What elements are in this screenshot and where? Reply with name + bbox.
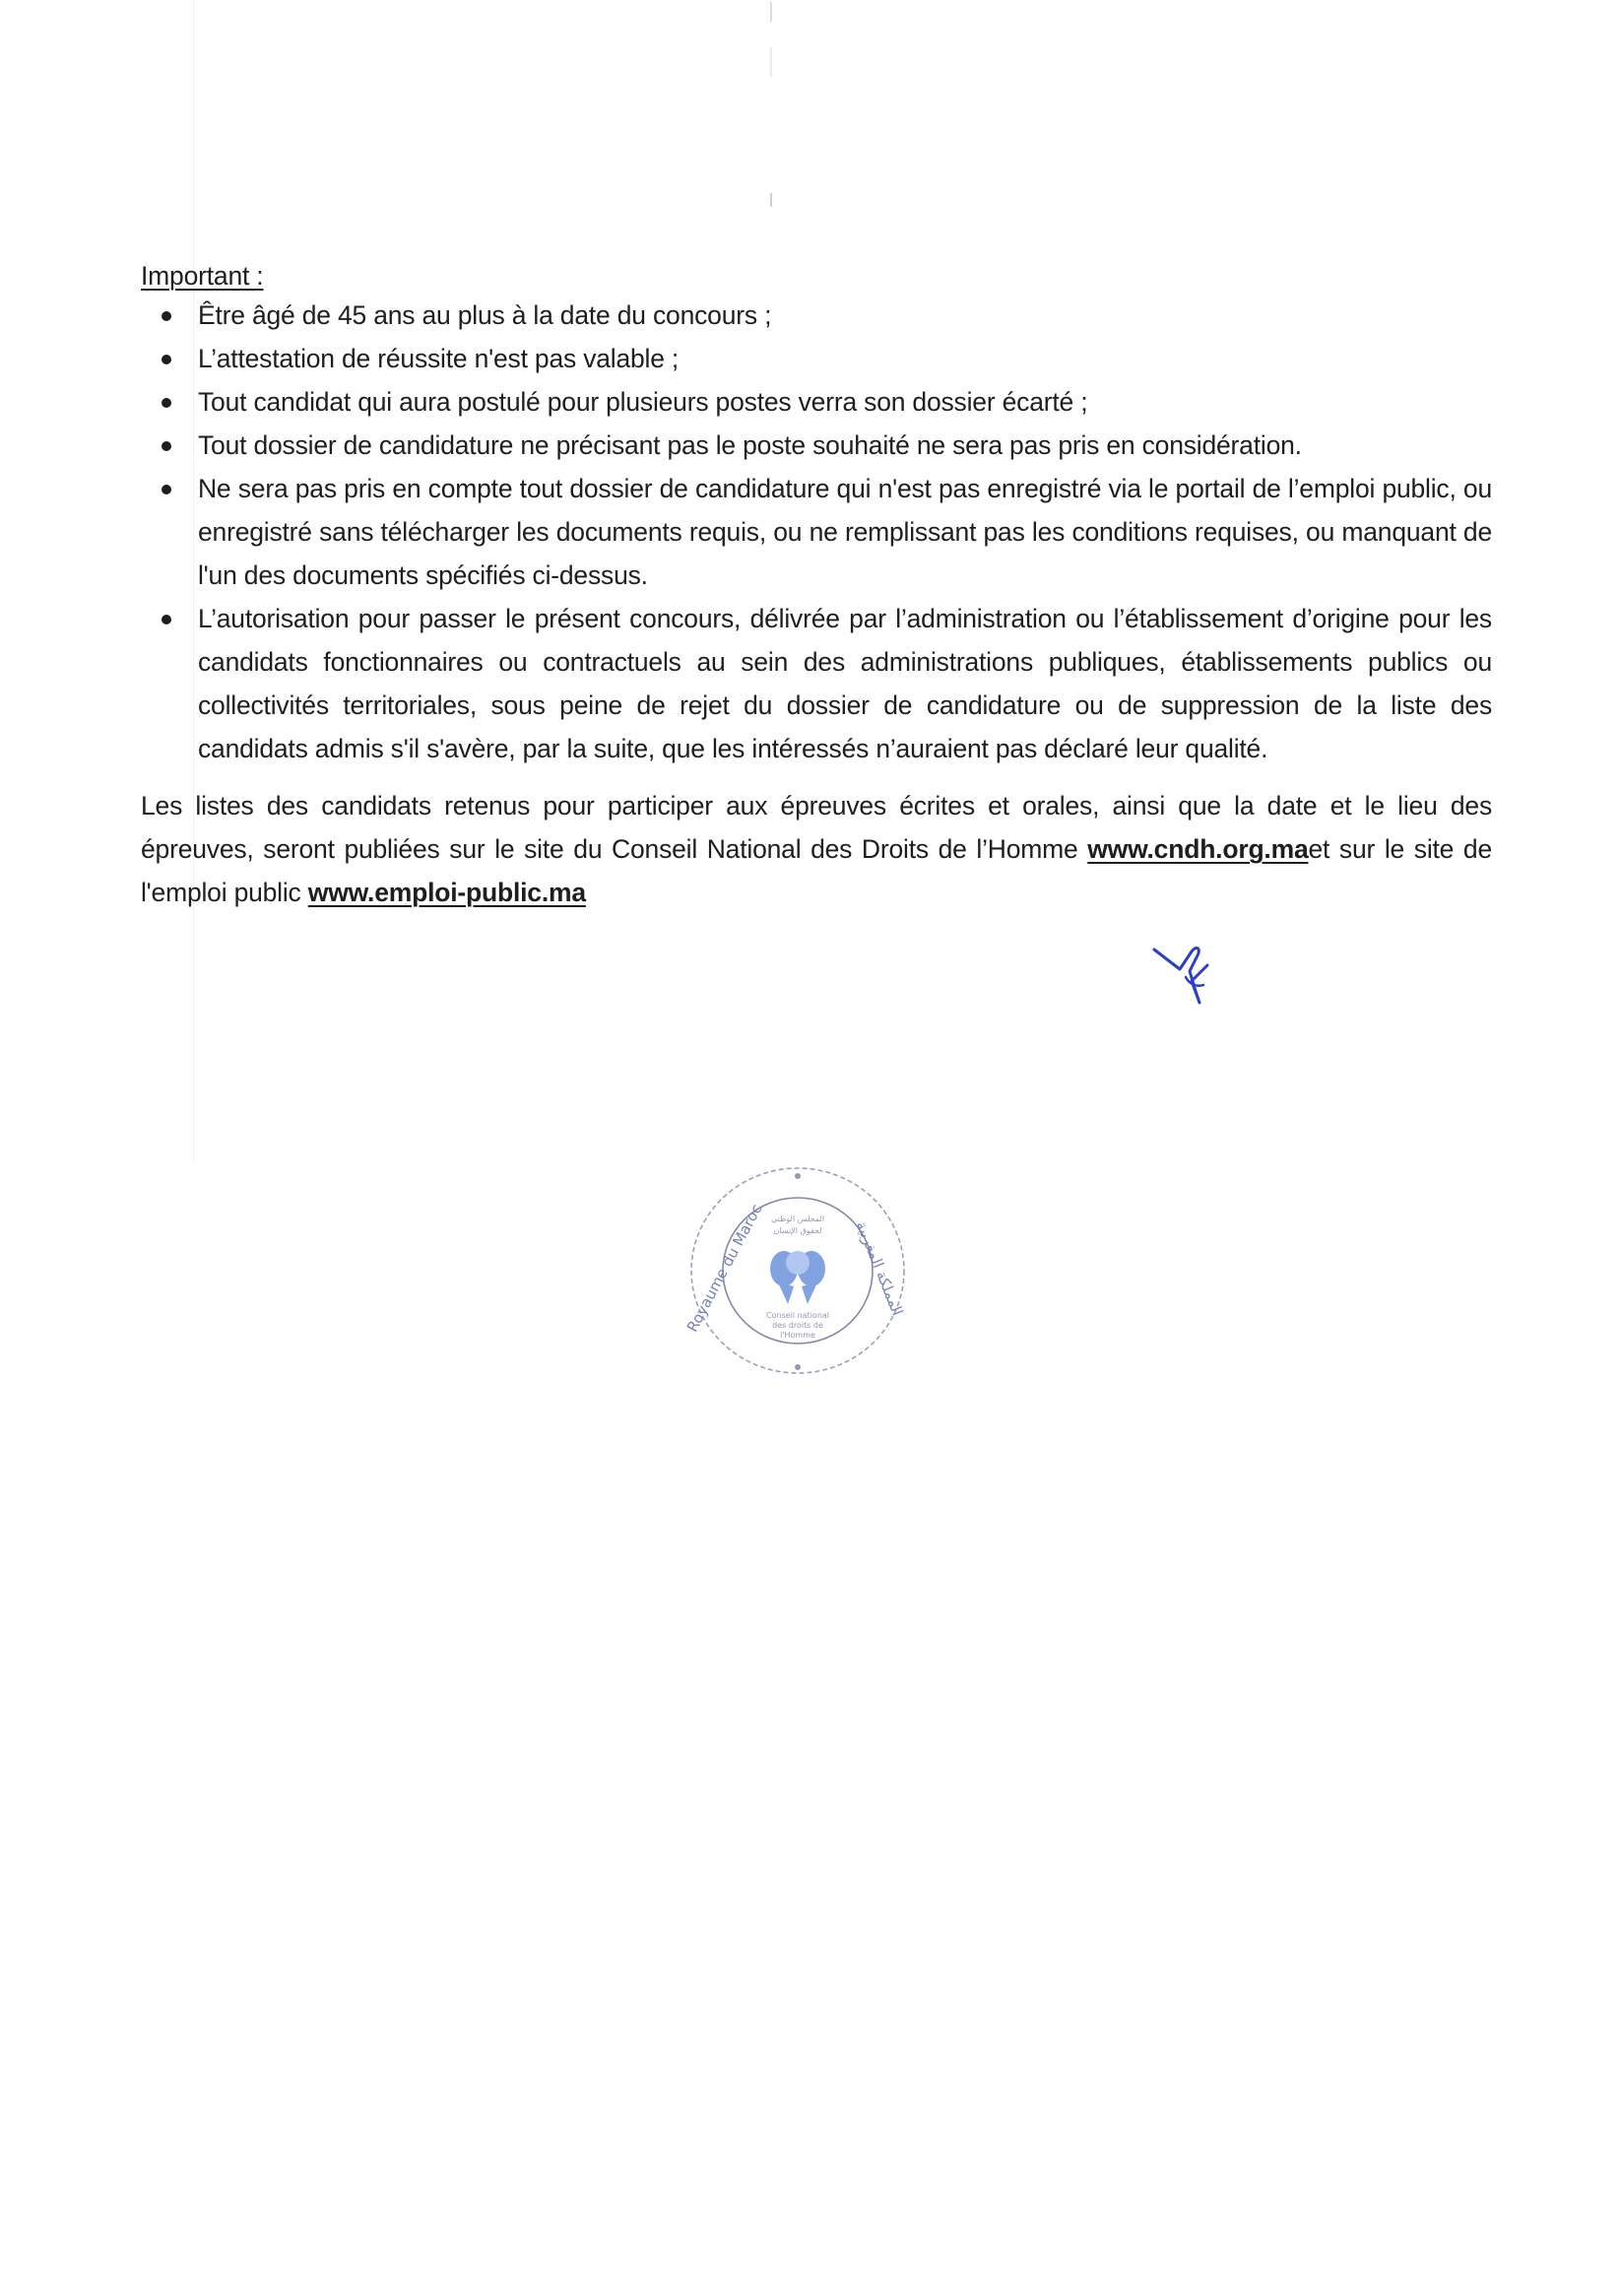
handwritten-signature: [1152, 942, 1231, 1011]
rule-item: [141, 424, 1492, 467]
rule-text: Être âgé de 45 ans au plus à la date du concours ;: [198, 300, 772, 330]
stamp-dot: [795, 1173, 801, 1179]
stamp-inner-text-fr: l'Homme: [780, 1331, 815, 1340]
stamp-outer-text-ar: المملكة المغربية: [852, 1218, 907, 1319]
scan-artifact: [770, 47, 772, 77]
rule-text: L’autorisation pour passer le présent concours, délivrée par l’administration ou l’établissement d’origine pour les candidats fonctionnaires ou contractuels au sein des administrations publiques, établissements publics ou collectivités territoriales, sous peine de rejet du dossier de candidature ou de suppression de la liste des candidats admis s'il s'avère, par la suite, que les intéressés n’auraient pas déclaré leur qualité.: [198, 604, 1492, 763]
rule-item: [141, 380, 1492, 424]
important-heading: Important :: [141, 261, 264, 291]
rule-text: Tout candidat qui aura postulé pour plusieurs postes verra son dossier écarté ;: [198, 387, 1088, 417]
link-cndh[interactable]: www.cndh.org.ma: [1087, 834, 1309, 864]
bullet-icon: [162, 615, 171, 624]
notice-text: Les listes des candidats retenus pour participer aux épreuves écrites et orales, ainsi que la date et le lieu des épreuves, seront publiées sur le site du Conseil National des Droits de l’Homme: [141, 791, 1492, 864]
bullet-icon: [162, 398, 171, 408]
rule-item: [141, 337, 1492, 380]
scan-artifact: [770, 193, 772, 207]
stamp-dot: [795, 1364, 801, 1370]
rule-text: Tout dossier de candidature ne précisant pas le poste souhaité ne sera pas pris en considération.: [198, 430, 1302, 460]
rules-list: [141, 294, 1492, 770]
signature-stroke: [1154, 949, 1207, 1003]
bullet-icon: [162, 441, 171, 451]
stamp-inner-text-ar: لحقوق الإنسان: [773, 1226, 822, 1235]
stamp-inner-text-ar: المجلس الوطني: [770, 1214, 825, 1223]
notice-text: et sur le site de l'emploi public: [141, 834, 1492, 907]
official-stamp: [680, 1160, 916, 1382]
rule-text: L’attestation de réussite n'est pas valable ;: [198, 344, 680, 373]
document-body: [141, 258, 1492, 941]
bullet-icon: [162, 485, 171, 494]
stamp-inner-text-fr: Conseil national: [765, 1311, 830, 1320]
rule-item: [141, 294, 1492, 337]
bullet-icon: [162, 311, 171, 321]
rule-item: [141, 467, 1492, 597]
rule-text: Ne sera pas pris en compte tout dossier de candidature qui n'est pas enregistré via le portail de l’emploi public, ou enregistré sans télécharger les documents requis, ou ne remplissant pas les conditions requises, ou manquant de l'un des documents spécifiés ci-dessus.: [198, 474, 1492, 590]
scan-artifact: [770, 2, 772, 22]
stamp-inner-text-fr: des droits de: [772, 1321, 823, 1330]
link-emploi-public[interactable]: www.emploi-public.ma: [307, 878, 586, 907]
bullet-icon: [162, 355, 171, 364]
publication-notice: [141, 784, 1492, 914]
rule-item: [141, 597, 1492, 770]
stamp-outer-text-fr: Royaume du Maroc: [682, 1201, 766, 1336]
cndh-emblem-icon: [770, 1251, 825, 1304]
